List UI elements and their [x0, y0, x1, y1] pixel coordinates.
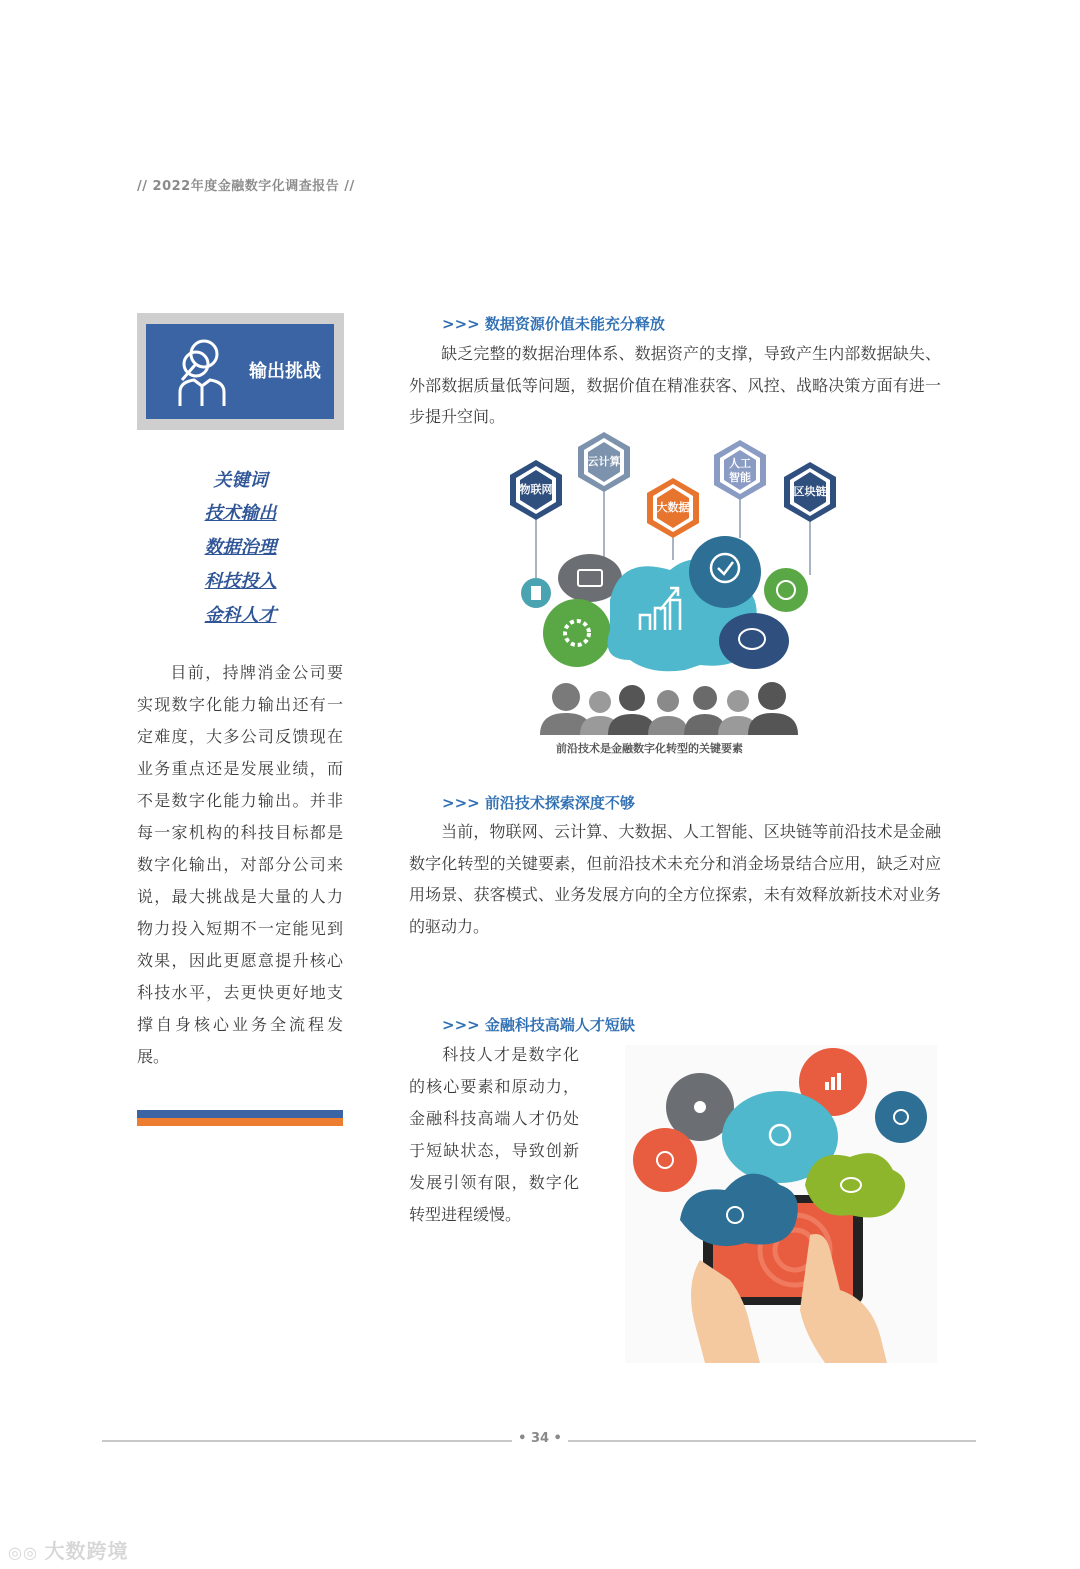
section-heading-talent: >>> 金融科技高端人才短缺: [442, 1016, 635, 1034]
watermark: [8, 1535, 129, 1564]
target-bubble-icon: [875, 1091, 927, 1143]
challenge-box-inner: [146, 324, 334, 419]
hex-ai-label-2: 智能: [729, 471, 751, 484]
people-silhouettes: [540, 682, 798, 735]
figure-caption: 前沿技术是金融数字化转型的关键要素: [556, 742, 743, 755]
sidebar-divider-orange: [137, 1118, 343, 1126]
sidebar-paragraph: [137, 657, 343, 1073]
hex-iot: [510, 460, 562, 520]
hex-bigdata: [647, 478, 699, 538]
section-body-talent-text: 科技人才是数字化的核心要素和原动力，金融科技高端人才仍处于短缺状态，导致创新发展引领有限，数字化转型进程缓慢。: [409, 1045, 579, 1224]
keywords-heading: 关键词: [213, 470, 268, 491]
hex-bigdata-label: 大数据: [656, 501, 690, 514]
hex-iot-label: 物联网: [519, 483, 553, 496]
page-number: • 34 •: [518, 1431, 562, 1446]
section-body-frontier-tech-text: 当前，物联网、云计算、大数据、人工智能、区块链等前沿技术是金融数字化转型的关键要素，但前沿技术未充分和消金场景结合应用，缺乏对应用场景、获客模式、业务发展方向的全方位探索，未有效释放新技术对业务的驱动力。: [409, 822, 941, 936]
watermark-logo-icon: ◎◎: [8, 1543, 45, 1562]
hex-cloud-label: 云计算: [587, 455, 621, 468]
challenge-box-title: 输出挑战: [249, 361, 321, 382]
chat-bubble-icon: [719, 613, 789, 669]
magnifier-person-icon: [166, 338, 238, 408]
keyword-data-governance[interactable]: 数据治理: [204, 537, 277, 558]
keyword-tech-investment[interactable]: 科技投入: [204, 571, 277, 592]
talent-figure: [625, 1045, 937, 1363]
brain-bubble-icon: [764, 568, 808, 612]
section-body-data-value-text: 缺乏完整的数据治理体系、数据资产的支撑，导致产生内部数据缺失、外部数据质量低等问题，数据价值在精准获客、风控、战略决策方面有进一步提升空间。: [409, 344, 941, 426]
sidebar-divider-blue: [137, 1110, 343, 1118]
section-heading-data-value: >>> 数据资源价值未能充分释放: [442, 315, 665, 333]
hex-blockchain-label: 区块链: [793, 485, 827, 498]
watermark-text: 大数跨境: [44, 1539, 129, 1563]
footer-rule-right: [568, 1440, 976, 1442]
sidebar-paragraph-text: 目前，持牌消金公司要实现数字化能力输出还有一定难度，大多公司反馈现在业务重点还是发展业绩，而不是数字化能力输出。并非每一家机构的科技目标都是数字化输出，对部分公司来说，最大挑战是大量的人力物力投入短期不一定能见到效果，因此更愿意提升核心科技水平，去更快更好地支撑自身核心业务全流程发展。: [137, 663, 343, 1066]
hex-cloud: [578, 432, 630, 492]
hex-ai: [714, 440, 766, 500]
footer-rule-left: [102, 1440, 512, 1442]
keywords-list: [137, 466, 344, 637]
challenge-box: [137, 313, 344, 430]
hex-blockchain: [784, 462, 836, 522]
section-body-frontier-tech: [409, 816, 941, 942]
gear-bubble-icon: [543, 599, 611, 667]
frontier-tech-figure: [500, 430, 850, 745]
keyword-tech-output[interactable]: 技术输出: [204, 503, 277, 524]
hex-ai-label-1: 人工: [729, 457, 751, 470]
brain-gear-bubble-icon: [633, 1128, 697, 1192]
section-body-talent: [409, 1039, 579, 1231]
section-heading-frontier-tech: >>> 前沿技术探索深度不够: [442, 794, 635, 812]
keyword-fintech-talent[interactable]: 金科人才: [204, 605, 277, 626]
running-header: // 2022年度金融数字化调查报告 //: [137, 179, 355, 194]
section-body-data-value: [409, 338, 941, 433]
